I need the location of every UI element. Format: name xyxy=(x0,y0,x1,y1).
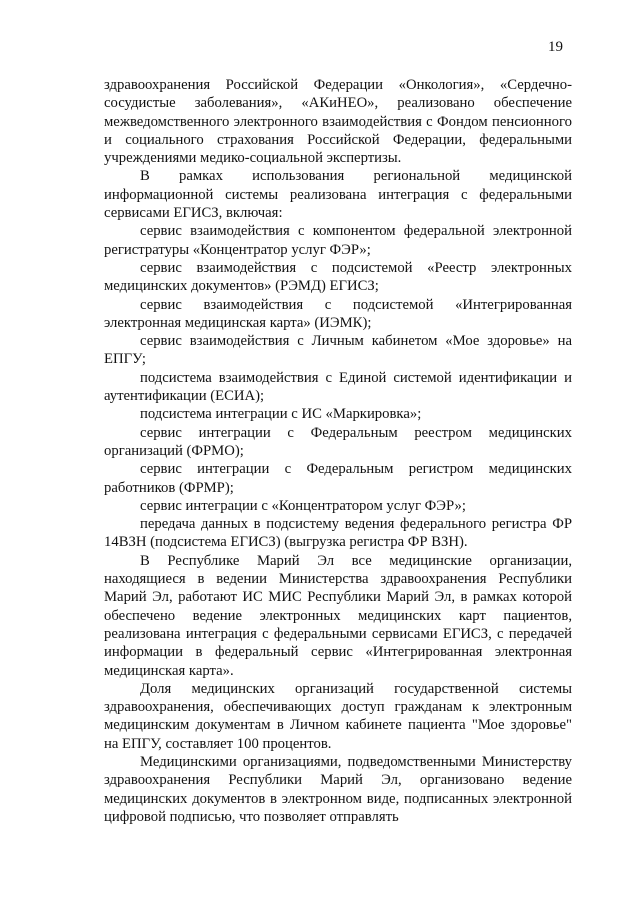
paragraph: сервис взаимодействия с Личным кабинетом «Мое здоровье» на ЕПГУ; xyxy=(104,333,572,368)
paragraph: сервис интеграции с Федеральным регистром медицинских работников (ФРМР); xyxy=(104,461,572,496)
document-body xyxy=(104,76,572,826)
paragraph: Медицинскими организациями, подведомственными Министерству здравоохранения Республики Марий Эл, организовано ведение медицинских документов в электронном виде, подписанных электронной цифровой подписью, что позволяет отправлять xyxy=(104,753,572,825)
paragraph: сервис взаимодействия с компонентом федеральной электронной регистратуры «Концентратор услуг ФЭР»; xyxy=(104,223,572,258)
paragraph: сервис взаимодействия с подсистемой «Интегрированная электронная медицинская карта» (ИЭМК); xyxy=(104,296,572,331)
paragraph: здравоохранения Российской Федерации «Онкология», «Сердечно-сосудистые заболевания», «АКиНЕО», реализовано обеспечение межведомственного электронного взаимодействия с Фондом пенсионного и социального страхования Российской Федерации, федеральными учреждениями медико-социальной экспертизы. xyxy=(104,77,572,167)
paragraph: сервис интеграции с Федеральным реестром медицинских организаций (ФРМО); xyxy=(104,424,572,459)
page-number: 19 xyxy=(548,39,563,55)
paragraph: Доля медицинских организаций государственной системы здравоохранения, обеспечивающих доступ гражданам к электронным медицинским документам в Личном кабинете пациента "Мое здоровье" на ЕПГУ, составляет 100 процентов. xyxy=(104,680,572,752)
paragraph: В Республике Марий Эл все медицинские организации, находящиеся в ведении Министерства здравоохранения Республики Марий Эл, работают ИС МИС Республики Марий Эл, в рамках которой обеспечено ведение электронных медицинских карт пациентов, реализована интеграция с федеральными сервисами ЕГИСЗ, с передачей информации в федеральный сервис «Интегрированная электронная медицинская карта». xyxy=(104,552,572,679)
paragraph: подсистема интеграции с ИС «Маркировка»; xyxy=(140,406,422,423)
paragraph: сервис взаимодействия с подсистемой «Реестр электронных медицинских документов» (РЭМД) ЕГИСЗ; xyxy=(104,259,572,295)
paragraph: передача данных в подсистему ведения федерального регистра ФР 14ВЗН (подсистема ЕГИСЗ) (выгрузка регистра ФР ВЗН). xyxy=(104,516,572,551)
paragraph: сервис интеграции с «Концентратором услуг ФЭР»; xyxy=(140,497,466,514)
paragraph: подсистема взаимодействия с Единой системой идентификации и аутентификации (ЕСИА); xyxy=(104,369,572,405)
paragraph: В рамках использования региональной медицинской информационной системы реализована интеграция с федеральными сервисами ЕГИСЗ, включая: xyxy=(104,168,572,222)
